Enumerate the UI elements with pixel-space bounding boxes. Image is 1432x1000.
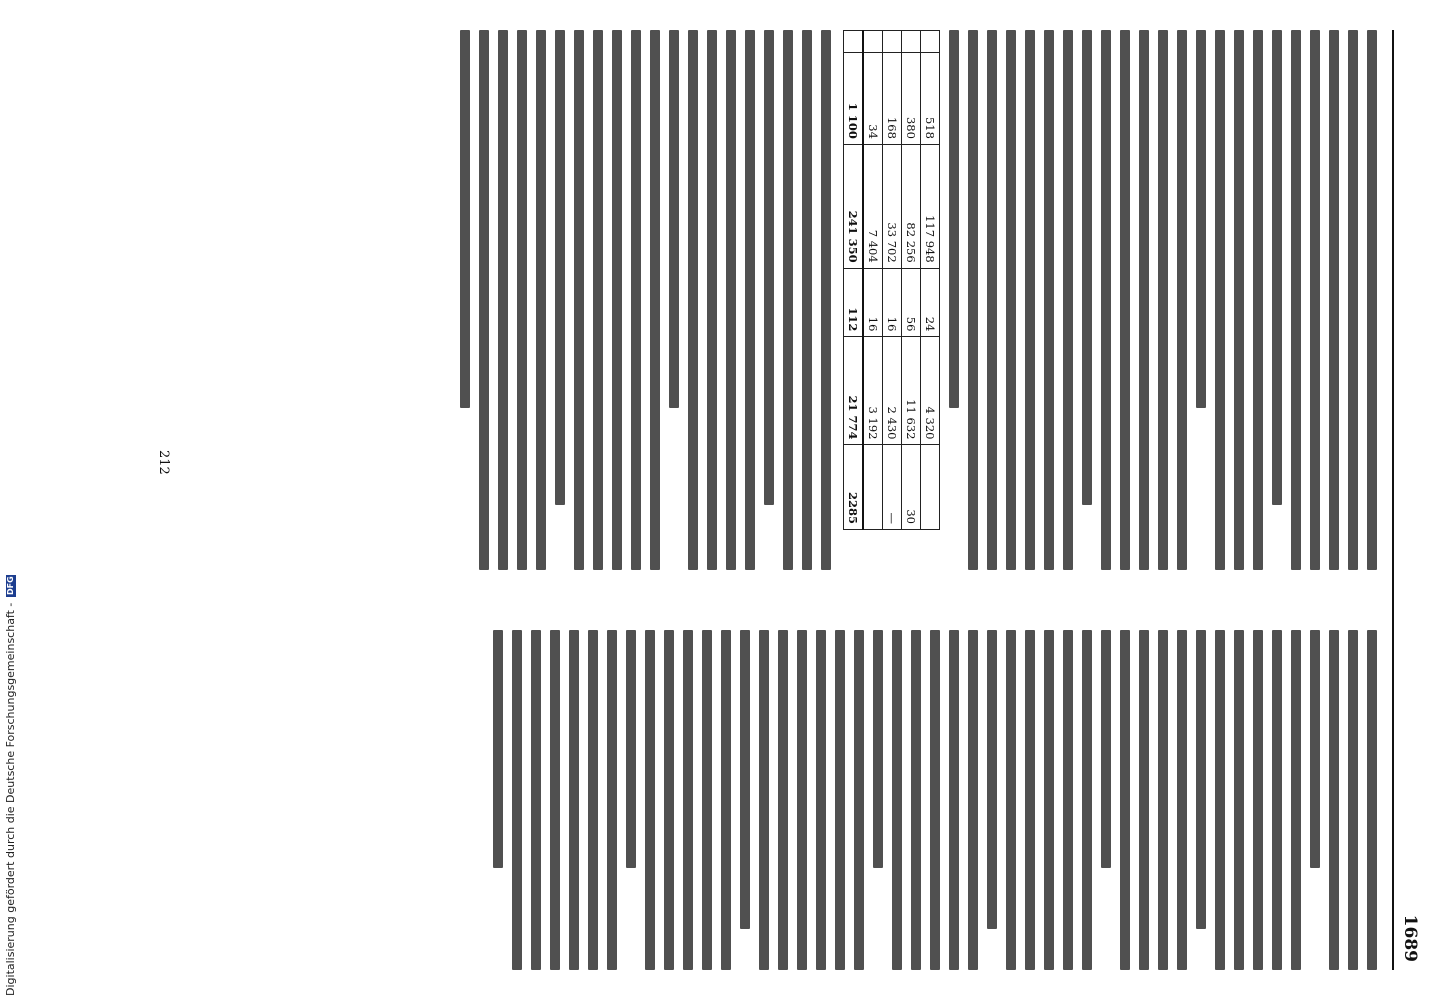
header-page-number: 1689 [1400, 914, 1420, 962]
text-body [493, 630, 1377, 970]
table-row: 380 82 256 56 11 632 30 [902, 31, 921, 530]
statistics-table [843, 30, 940, 530]
column-right [186, 30, 1386, 570]
text-body [949, 30, 1377, 570]
table-total-row: 1 100 241 350 112 21 774 2285 [844, 31, 864, 530]
credit-text: Digitalisierung gefördert durch die Deutsche Forschungsgemeinschaft - [4, 602, 17, 996]
table-row: 518 117 948 24 4 320 [921, 31, 940, 530]
text-body [460, 30, 831, 570]
rotated-page-content [96, 30, 1426, 970]
digitization-credit [4, 396, 17, 996]
running-header [1392, 30, 1426, 970]
table-row: 168 33 702 16 2 430 — [883, 31, 902, 530]
column-left [186, 630, 1386, 970]
table-row: 34 7 404 16 3 192 [863, 31, 883, 530]
footer-page-number: 212 [156, 450, 171, 475]
dfg-logo: DFG [5, 576, 15, 595]
